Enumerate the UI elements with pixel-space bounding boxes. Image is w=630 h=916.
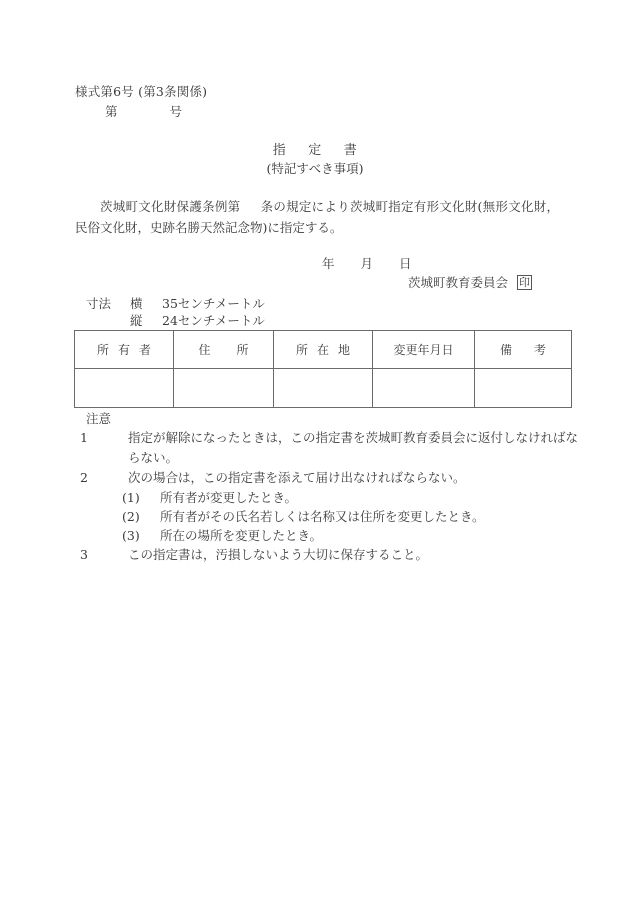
document-number-prefix: 第 <box>105 104 118 119</box>
note-subitem-1 <box>122 488 297 506</box>
note-text-1: 指定が解除になったときは，この指定書を茨城町教育委員会に返付しなければならない。 <box>128 430 579 465</box>
note-number-2: 2 <box>80 470 88 485</box>
dimension-width-axis: 横 <box>130 296 143 311</box>
note-subitem-text-1: 所有者が変更したとき。 <box>160 490 298 505</box>
note-item-3 <box>80 545 580 565</box>
table-header-remarks: 備 考 <box>475 331 572 369</box>
note-number-1: 1 <box>80 430 88 445</box>
issuer-name: 茨城町教育委員会 <box>408 275 509 290</box>
form-number: 様式第6号 (第3条関係) <box>75 84 208 99</box>
table-cell-owner[interactable] <box>75 369 174 408</box>
note-item-1 <box>80 428 580 468</box>
page-subtitle: (特記すべき事項) <box>266 161 364 176</box>
note-subitem-number-1: (1) <box>122 490 140 505</box>
dimension-height-value: 24センチメートル <box>162 313 265 328</box>
note-subitem-number-2: (2) <box>122 509 140 524</box>
title-char-1: 指 <box>272 143 287 158</box>
page-title <box>0 139 630 158</box>
notes-title: 注意 <box>86 411 112 426</box>
registration-table <box>74 330 572 408</box>
table-header-address: 住 所 <box>174 331 274 369</box>
table-header-change-date: 変更年月日 <box>373 331 475 369</box>
dimension-label: 寸法 <box>86 296 112 311</box>
dimension-height-line <box>130 311 265 329</box>
note-item-2 <box>80 468 580 488</box>
date-day-label: 日 <box>399 256 412 271</box>
table-header-location: 所 在 地 <box>274 331 373 369</box>
table-header-owner: 所 有 者 <box>75 331 174 369</box>
note-subitem-text-2: 所有者がその氏名若しくは名称又は住所を変更したとき。 <box>160 509 485 524</box>
table-cell-address[interactable] <box>174 369 274 408</box>
dimension-width-value: 35センチメートル <box>162 296 265 311</box>
body-paragraph-part2: 条の規定により茨城町指定有形文化財(無形文化財，民俗文化財，史跡名勝天然記念物)に指定する。 <box>75 199 559 235</box>
document-number-line <box>105 102 182 120</box>
date-line <box>322 254 412 272</box>
table-row <box>75 369 572 408</box>
note-number-3: 3 <box>80 547 88 562</box>
document-number-suffix: 号 <box>169 104 183 119</box>
note-text-3: この指定書は，汚損しないよう大切に保存すること。 <box>128 547 429 562</box>
date-month-label: 月 <box>360 256 374 271</box>
note-subitem-3 <box>122 526 322 544</box>
seal-stamp-box: 印 <box>519 276 531 289</box>
title-char-3: 書 <box>343 143 358 158</box>
body-paragraph <box>75 196 559 238</box>
table-cell-remarks[interactable] <box>475 369 572 408</box>
body-paragraph-part1: 茨城町文化財保護条例第 <box>100 199 241 214</box>
table-header-row <box>75 331 572 369</box>
dimension-height-axis: 縦 <box>130 313 143 328</box>
note-subitem-2 <box>122 507 485 525</box>
table-cell-location[interactable] <box>274 369 373 408</box>
note-text-2: 次の場合は，この指定書を添えて届け出なければならない。 <box>128 470 466 485</box>
date-year-label: 年 <box>322 256 335 271</box>
note-subitem-text-3: 所在の場所を変更したとき。 <box>160 528 323 543</box>
table-cell-change-date[interactable] <box>373 369 475 408</box>
title-char-2: 定 <box>308 143 322 158</box>
signature-block <box>408 273 532 291</box>
note-subitem-number-3: (3) <box>122 528 140 543</box>
dimension-width-line <box>86 294 265 312</box>
